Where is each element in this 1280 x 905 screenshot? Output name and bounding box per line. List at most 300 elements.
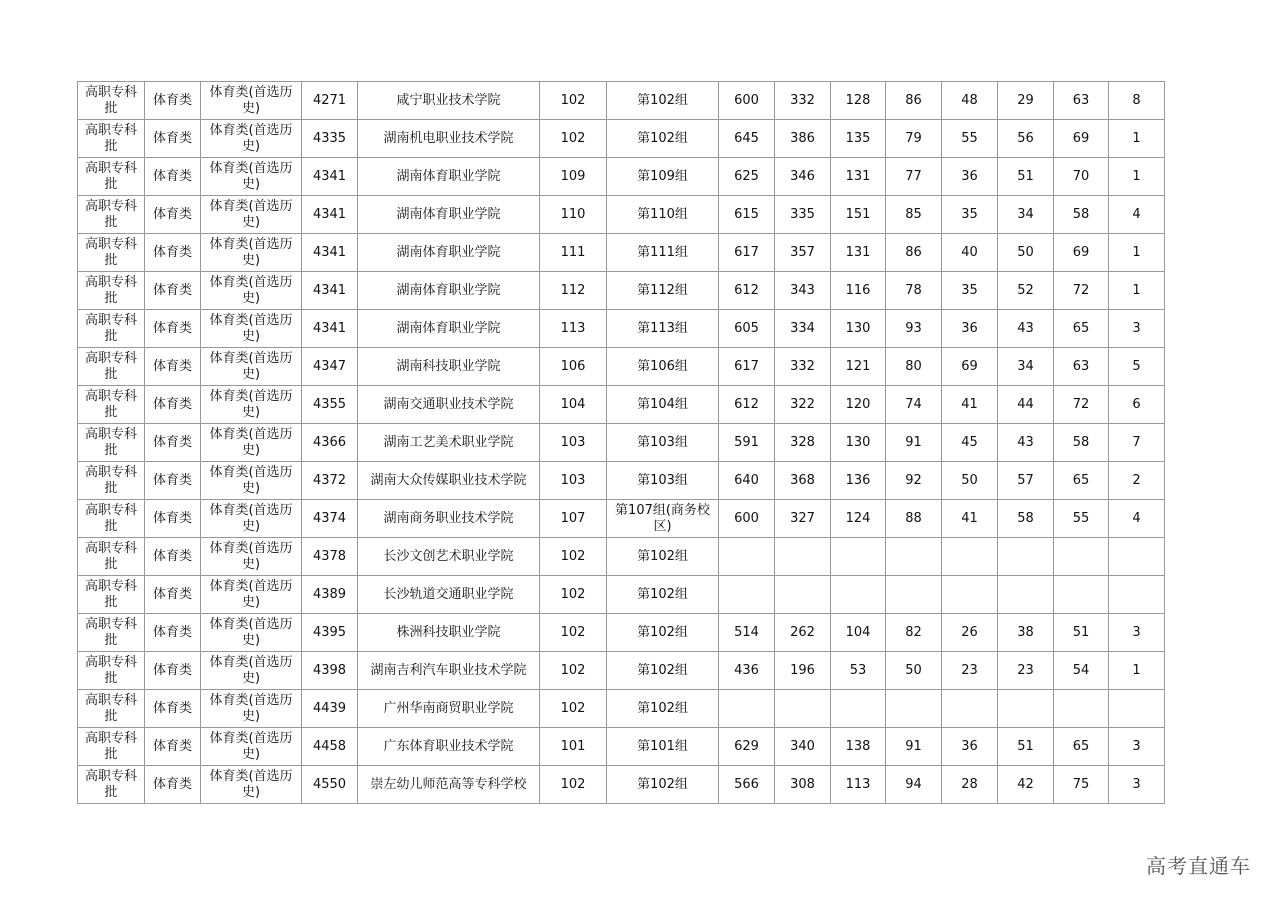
- score-cell-4: 79: [886, 120, 942, 158]
- score-cell-1: 629: [719, 728, 775, 766]
- score-cell-4: 93: [886, 310, 942, 348]
- score-cell-1: [719, 690, 775, 728]
- score-cell-7: 65: [1054, 728, 1109, 766]
- school-code-cell: 4271: [302, 82, 358, 120]
- table-row: [78, 310, 1165, 348]
- batch-cell: 高职专科批: [78, 576, 145, 614]
- score-cell-8: [1109, 576, 1165, 614]
- school-code-cell: 4341: [302, 310, 358, 348]
- score-cell-2: 328: [775, 424, 831, 462]
- score-cell-6: 51: [998, 728, 1054, 766]
- score-cell-7: 63: [1054, 82, 1109, 120]
- score-cell-5: 23: [942, 652, 998, 690]
- category-cell: 体育类: [145, 614, 201, 652]
- table-row: [78, 82, 1165, 120]
- group-code-cell: 102: [540, 614, 607, 652]
- batch-cell: 高职专科批: [78, 538, 145, 576]
- score-cell-8: 1: [1109, 158, 1165, 196]
- score-cell-7: [1054, 690, 1109, 728]
- table-row: [78, 652, 1165, 690]
- group-code-cell: 102: [540, 690, 607, 728]
- school-name-cell: 咸宁职业技术学院: [358, 82, 540, 120]
- table-row: [78, 766, 1165, 804]
- score-cell-4: [886, 690, 942, 728]
- score-cell-3: [831, 538, 886, 576]
- subject-cell: 体育类(首选历史): [201, 234, 302, 272]
- school-code-cell: 4372: [302, 462, 358, 500]
- score-cell-5: 36: [942, 158, 998, 196]
- school-name-cell: 湖南大众传媒职业技术学院: [358, 462, 540, 500]
- subject-cell: 体育类(首选历史): [201, 766, 302, 804]
- school-code-cell: 4395: [302, 614, 358, 652]
- score-cell-6: 51: [998, 158, 1054, 196]
- school-code-cell: 4341: [302, 196, 358, 234]
- score-cell-3: [831, 690, 886, 728]
- group-name-cell: 第107组(商务校区): [607, 500, 719, 538]
- score-cell-7: 65: [1054, 310, 1109, 348]
- school-name-cell: 湖南机电职业技术学院: [358, 120, 540, 158]
- school-name-cell: 湖南吉利汽车职业技术学院: [358, 652, 540, 690]
- group-name-cell: 第102组: [607, 576, 719, 614]
- category-cell: 体育类: [145, 82, 201, 120]
- category-cell: 体育类: [145, 538, 201, 576]
- school-name-cell: 湖南科技职业学院: [358, 348, 540, 386]
- score-cell-3: 53: [831, 652, 886, 690]
- group-name-cell: 第103组: [607, 462, 719, 500]
- school-code-cell: 4389: [302, 576, 358, 614]
- school-code-cell: 4355: [302, 386, 358, 424]
- score-cell-7: 72: [1054, 272, 1109, 310]
- score-cell-4: [886, 538, 942, 576]
- batch-cell: 高职专科批: [78, 196, 145, 234]
- group-code-cell: 102: [540, 538, 607, 576]
- score-cell-7: 75: [1054, 766, 1109, 804]
- score-cell-7: 54: [1054, 652, 1109, 690]
- score-cell-1: [719, 538, 775, 576]
- score-cell-8: 3: [1109, 728, 1165, 766]
- score-cell-2: [775, 576, 831, 614]
- score-cell-7: 58: [1054, 196, 1109, 234]
- score-cell-7: 70: [1054, 158, 1109, 196]
- school-code-cell: 4398: [302, 652, 358, 690]
- group-code-cell: 103: [540, 462, 607, 500]
- score-cell-6: 29: [998, 82, 1054, 120]
- group-name-cell: 第102组: [607, 690, 719, 728]
- score-cell-3: 136: [831, 462, 886, 500]
- score-cell-8: 1: [1109, 272, 1165, 310]
- category-cell: 体育类: [145, 196, 201, 234]
- school-code-cell: 4439: [302, 690, 358, 728]
- group-name-cell: 第102组: [607, 538, 719, 576]
- score-cell-6: 44: [998, 386, 1054, 424]
- score-cell-2: 343: [775, 272, 831, 310]
- category-cell: 体育类: [145, 120, 201, 158]
- score-cell-1: 612: [719, 386, 775, 424]
- group-name-cell: 第113组: [607, 310, 719, 348]
- batch-cell: 高职专科批: [78, 614, 145, 652]
- score-cell-6: 52: [998, 272, 1054, 310]
- batch-cell: 高职专科批: [78, 690, 145, 728]
- batch-cell: 高职专科批: [78, 272, 145, 310]
- batch-cell: 高职专科批: [78, 500, 145, 538]
- school-name-cell: 湖南工艺美术职业学院: [358, 424, 540, 462]
- table-row: [78, 424, 1165, 462]
- score-cell-2: 346: [775, 158, 831, 196]
- group-code-cell: 102: [540, 120, 607, 158]
- score-cell-1: 600: [719, 500, 775, 538]
- table-row: [78, 462, 1165, 500]
- school-name-cell: 崇左幼儿师范高等专科学校: [358, 766, 540, 804]
- score-cell-3: 131: [831, 158, 886, 196]
- category-cell: 体育类: [145, 766, 201, 804]
- batch-cell: 高职专科批: [78, 386, 145, 424]
- score-cell-2: 335: [775, 196, 831, 234]
- group-code-cell: 102: [540, 652, 607, 690]
- score-cell-8: 1: [1109, 120, 1165, 158]
- school-name-cell: 湖南体育职业学院: [358, 272, 540, 310]
- score-cell-2: 340: [775, 728, 831, 766]
- score-cell-5: [942, 538, 998, 576]
- score-cell-5: 28: [942, 766, 998, 804]
- score-cell-2: 332: [775, 348, 831, 386]
- table-row: [78, 196, 1165, 234]
- subject-cell: 体育类(首选历史): [201, 386, 302, 424]
- score-cell-6: 34: [998, 196, 1054, 234]
- score-cell-8: 1: [1109, 234, 1165, 272]
- score-cell-2: 334: [775, 310, 831, 348]
- subject-cell: 体育类(首选历史): [201, 196, 302, 234]
- group-name-cell: 第102组: [607, 614, 719, 652]
- batch-cell: 高职专科批: [78, 234, 145, 272]
- category-cell: 体育类: [145, 234, 201, 272]
- subject-cell: 体育类(首选历史): [201, 538, 302, 576]
- group-name-cell: 第106组: [607, 348, 719, 386]
- score-cell-7: [1054, 538, 1109, 576]
- score-cell-3: 151: [831, 196, 886, 234]
- subject-cell: 体育类(首选历史): [201, 424, 302, 462]
- score-cell-2: [775, 690, 831, 728]
- score-cell-7: [1054, 576, 1109, 614]
- score-cell-5: 36: [942, 310, 998, 348]
- table-body: [78, 82, 1165, 804]
- score-cell-5: 41: [942, 386, 998, 424]
- score-cell-5: 35: [942, 272, 998, 310]
- score-cell-6: 34: [998, 348, 1054, 386]
- score-cell-3: 138: [831, 728, 886, 766]
- category-cell: 体育类: [145, 386, 201, 424]
- score-cell-5: 40: [942, 234, 998, 272]
- group-code-cell: 102: [540, 82, 607, 120]
- school-code-cell: 4458: [302, 728, 358, 766]
- group-name-cell: 第111组: [607, 234, 719, 272]
- score-cell-4: 88: [886, 500, 942, 538]
- score-cell-6: 58: [998, 500, 1054, 538]
- score-cell-6: 23: [998, 652, 1054, 690]
- score-cell-4: 77: [886, 158, 942, 196]
- table-row: [78, 234, 1165, 272]
- score-cell-5: 26: [942, 614, 998, 652]
- score-cell-6: 38: [998, 614, 1054, 652]
- group-code-cell: 102: [540, 766, 607, 804]
- category-cell: 体育类: [145, 652, 201, 690]
- score-cell-3: 130: [831, 310, 886, 348]
- school-name-cell: 湖南交通职业技术学院: [358, 386, 540, 424]
- score-cell-4: 85: [886, 196, 942, 234]
- score-cell-6: 57: [998, 462, 1054, 500]
- score-cell-7: 58: [1054, 424, 1109, 462]
- score-cell-3: 128: [831, 82, 886, 120]
- score-cell-4: 82: [886, 614, 942, 652]
- score-cell-2: 357: [775, 234, 831, 272]
- batch-cell: 高职专科批: [78, 310, 145, 348]
- score-cell-8: 2: [1109, 462, 1165, 500]
- score-cell-3: 135: [831, 120, 886, 158]
- score-cell-7: 63: [1054, 348, 1109, 386]
- group-code-cell: 107: [540, 500, 607, 538]
- school-code-cell: 4341: [302, 158, 358, 196]
- school-name-cell: 湖南商务职业技术学院: [358, 500, 540, 538]
- category-cell: 体育类: [145, 462, 201, 500]
- category-cell: 体育类: [145, 690, 201, 728]
- school-name-cell: 湖南体育职业学院: [358, 158, 540, 196]
- score-cell-6: [998, 690, 1054, 728]
- group-code-cell: 111: [540, 234, 607, 272]
- score-cell-2: 196: [775, 652, 831, 690]
- subject-cell: 体育类(首选历史): [201, 120, 302, 158]
- group-name-cell: 第102组: [607, 82, 719, 120]
- admission-score-table: [77, 81, 1165, 804]
- score-cell-2: 332: [775, 82, 831, 120]
- score-cell-7: 65: [1054, 462, 1109, 500]
- subject-cell: 体育类(首选历史): [201, 576, 302, 614]
- table-row: [78, 158, 1165, 196]
- score-cell-6: 43: [998, 424, 1054, 462]
- score-cell-5: 55: [942, 120, 998, 158]
- group-name-cell: 第112组: [607, 272, 719, 310]
- group-name-cell: 第104组: [607, 386, 719, 424]
- group-code-cell: 109: [540, 158, 607, 196]
- score-cell-8: 8: [1109, 82, 1165, 120]
- group-code-cell: 110: [540, 196, 607, 234]
- subject-cell: 体育类(首选历史): [201, 690, 302, 728]
- score-cell-5: 69: [942, 348, 998, 386]
- score-cell-5: 50: [942, 462, 998, 500]
- category-cell: 体育类: [145, 500, 201, 538]
- group-name-cell: 第102组: [607, 652, 719, 690]
- score-cell-2: [775, 538, 831, 576]
- score-cell-7: 69: [1054, 234, 1109, 272]
- subject-cell: 体育类(首选历史): [201, 652, 302, 690]
- school-code-cell: 4347: [302, 348, 358, 386]
- table-row: [78, 500, 1165, 538]
- school-name-cell: 长沙文创艺术职业学院: [358, 538, 540, 576]
- score-cell-4: 94: [886, 766, 942, 804]
- score-cell-8: 4: [1109, 196, 1165, 234]
- score-cell-2: 386: [775, 120, 831, 158]
- score-cell-6: 42: [998, 766, 1054, 804]
- score-cell-4: 74: [886, 386, 942, 424]
- group-name-cell: 第109组: [607, 158, 719, 196]
- score-cell-8: [1109, 538, 1165, 576]
- score-cell-2: 262: [775, 614, 831, 652]
- school-name-cell: 长沙轨道交通职业学院: [358, 576, 540, 614]
- score-cell-1: 617: [719, 234, 775, 272]
- score-cell-3: 104: [831, 614, 886, 652]
- score-cell-2: 322: [775, 386, 831, 424]
- score-cell-3: [831, 576, 886, 614]
- category-cell: 体育类: [145, 158, 201, 196]
- school-name-cell: 株洲科技职业学院: [358, 614, 540, 652]
- subject-cell: 体育类(首选历史): [201, 614, 302, 652]
- school-code-cell: 4366: [302, 424, 358, 462]
- group-code-cell: 106: [540, 348, 607, 386]
- school-name-cell: 广东体育职业技术学院: [358, 728, 540, 766]
- school-code-cell: 4335: [302, 120, 358, 158]
- score-cell-1: 625: [719, 158, 775, 196]
- score-cell-7: 72: [1054, 386, 1109, 424]
- table-row: [78, 614, 1165, 652]
- score-cell-4: [886, 576, 942, 614]
- group-name-cell: 第102组: [607, 766, 719, 804]
- score-cell-3: 113: [831, 766, 886, 804]
- subject-cell: 体育类(首选历史): [201, 82, 302, 120]
- batch-cell: 高职专科批: [78, 348, 145, 386]
- table-row: [78, 120, 1165, 158]
- group-code-cell: 104: [540, 386, 607, 424]
- subject-cell: 体育类(首选历史): [201, 500, 302, 538]
- subject-cell: 体育类(首选历史): [201, 310, 302, 348]
- score-cell-3: 124: [831, 500, 886, 538]
- school-code-cell: 4378: [302, 538, 358, 576]
- score-cell-1: 566: [719, 766, 775, 804]
- score-cell-8: 7: [1109, 424, 1165, 462]
- table-row: [78, 538, 1165, 576]
- school-code-cell: 4341: [302, 234, 358, 272]
- watermark: 高考直通车: [1146, 854, 1251, 878]
- score-cell-8: 3: [1109, 766, 1165, 804]
- score-cell-6: [998, 538, 1054, 576]
- batch-cell: 高职专科批: [78, 82, 145, 120]
- score-cell-4: 86: [886, 234, 942, 272]
- score-cell-8: 1: [1109, 652, 1165, 690]
- score-cell-1: 645: [719, 120, 775, 158]
- school-name-cell: 湖南体育职业学院: [358, 196, 540, 234]
- group-name-cell: 第102组: [607, 120, 719, 158]
- batch-cell: 高职专科批: [78, 120, 145, 158]
- batch-cell: 高职专科批: [78, 424, 145, 462]
- school-code-cell: 4341: [302, 272, 358, 310]
- table-row: [78, 348, 1165, 386]
- score-cell-5: 36: [942, 728, 998, 766]
- score-cell-4: 92: [886, 462, 942, 500]
- score-cell-1: 617: [719, 348, 775, 386]
- score-cell-5: 35: [942, 196, 998, 234]
- score-cell-3: 130: [831, 424, 886, 462]
- score-cell-7: 51: [1054, 614, 1109, 652]
- score-cell-4: 86: [886, 82, 942, 120]
- table-row: [78, 386, 1165, 424]
- score-cell-1: 600: [719, 82, 775, 120]
- group-code-cell: 103: [540, 424, 607, 462]
- table-row: [78, 272, 1165, 310]
- score-cell-8: 4: [1109, 500, 1165, 538]
- score-cell-7: 55: [1054, 500, 1109, 538]
- score-cell-8: 6: [1109, 386, 1165, 424]
- score-cell-5: 48: [942, 82, 998, 120]
- score-cell-4: 91: [886, 424, 942, 462]
- table-row: [78, 576, 1165, 614]
- score-cell-1: 612: [719, 272, 775, 310]
- category-cell: 体育类: [145, 348, 201, 386]
- score-cell-1: 514: [719, 614, 775, 652]
- table-row: [78, 728, 1165, 766]
- category-cell: 体育类: [145, 272, 201, 310]
- score-cell-8: 3: [1109, 310, 1165, 348]
- score-cell-4: 50: [886, 652, 942, 690]
- table-row: [78, 690, 1165, 728]
- batch-cell: 高职专科批: [78, 652, 145, 690]
- group-code-cell: 113: [540, 310, 607, 348]
- score-cell-1: 436: [719, 652, 775, 690]
- score-cell-4: 80: [886, 348, 942, 386]
- school-name-cell: 湖南体育职业学院: [358, 234, 540, 272]
- group-code-cell: 101: [540, 728, 607, 766]
- score-cell-2: 308: [775, 766, 831, 804]
- score-cell-6: [998, 576, 1054, 614]
- category-cell: 体育类: [145, 728, 201, 766]
- subject-cell: 体育类(首选历史): [201, 462, 302, 500]
- category-cell: 体育类: [145, 424, 201, 462]
- score-cell-6: 56: [998, 120, 1054, 158]
- batch-cell: 高职专科批: [78, 158, 145, 196]
- score-cell-5: 41: [942, 500, 998, 538]
- school-code-cell: 4550: [302, 766, 358, 804]
- score-cell-1: 640: [719, 462, 775, 500]
- score-cell-5: [942, 690, 998, 728]
- school-name-cell: 湖南体育职业学院: [358, 310, 540, 348]
- subject-cell: 体育类(首选历史): [201, 348, 302, 386]
- score-cell-5: 45: [942, 424, 998, 462]
- batch-cell: 高职专科批: [78, 728, 145, 766]
- score-cell-3: 131: [831, 234, 886, 272]
- score-cell-6: 50: [998, 234, 1054, 272]
- score-cell-1: 605: [719, 310, 775, 348]
- group-name-cell: 第101组: [607, 728, 719, 766]
- score-cell-7: 69: [1054, 120, 1109, 158]
- score-cell-3: 120: [831, 386, 886, 424]
- score-cell-2: 327: [775, 500, 831, 538]
- batch-cell: 高职专科批: [78, 766, 145, 804]
- score-cell-3: 121: [831, 348, 886, 386]
- category-cell: 体育类: [145, 576, 201, 614]
- group-name-cell: 第110组: [607, 196, 719, 234]
- subject-cell: 体育类(首选历史): [201, 158, 302, 196]
- school-code-cell: 4374: [302, 500, 358, 538]
- school-name-cell: 广州华南商贸职业学院: [358, 690, 540, 728]
- score-cell-5: [942, 576, 998, 614]
- score-cell-3: 116: [831, 272, 886, 310]
- score-cell-4: 91: [886, 728, 942, 766]
- category-cell: 体育类: [145, 310, 201, 348]
- score-cell-6: 43: [998, 310, 1054, 348]
- score-cell-1: 615: [719, 196, 775, 234]
- group-code-cell: 102: [540, 576, 607, 614]
- score-cell-1: 591: [719, 424, 775, 462]
- batch-cell: 高职专科批: [78, 462, 145, 500]
- score-cell-2: 368: [775, 462, 831, 500]
- subject-cell: 体育类(首选历史): [201, 728, 302, 766]
- group-code-cell: 112: [540, 272, 607, 310]
